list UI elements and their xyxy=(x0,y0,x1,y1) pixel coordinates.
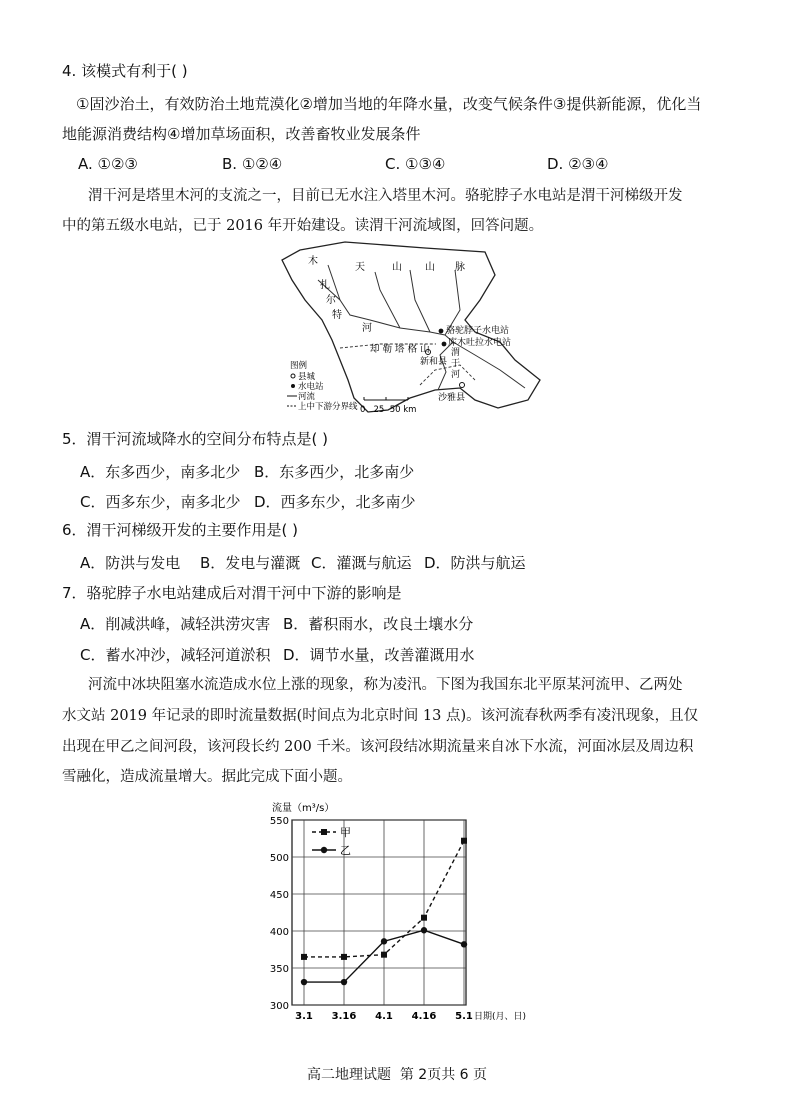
data-point-2 xyxy=(461,941,467,947)
q7-option-b: B．蓄积雨水，改良土壤水分 xyxy=(283,615,474,633)
q4-option-a: A. ①②③ xyxy=(78,155,138,173)
q4-option-b: B. ①②④ xyxy=(222,155,283,173)
q5-option-c: C．西多东少，南多北少 xyxy=(80,493,241,511)
map-label-wei: 渭 xyxy=(451,348,461,358)
map-label-hydro2: 库木吐拉水电站 xyxy=(448,338,512,348)
x-tick-label: 3.1 xyxy=(295,1011,313,1022)
q4-option-d: D. ②③④ xyxy=(547,155,609,173)
map-label-he: 河 xyxy=(362,323,372,334)
q5-option-d: D．西多东少，北多南少 xyxy=(254,493,416,511)
data-point-2 xyxy=(301,979,307,985)
weigan-river-basin-map xyxy=(270,240,550,418)
y-axis-label: 流量（m³/s） xyxy=(272,803,335,814)
x-axis-label: 日期(月、日) xyxy=(474,1012,527,1022)
flow-chart xyxy=(262,795,562,1030)
y-tick-label: 300 xyxy=(269,1001,289,1012)
map-label-te: 特 xyxy=(332,310,342,321)
map-label-hydro1: 骆驼脖子水电站 xyxy=(446,326,510,336)
x-tick-label: 5.1 xyxy=(455,1011,473,1022)
q7-option-c: C．蓄水冲沙，减轻河道淤积 xyxy=(80,646,271,664)
data-point-1 xyxy=(381,952,387,958)
map-label-shan2: 山 xyxy=(425,262,435,273)
q6-option-c: C．灌溉与航运 xyxy=(311,554,412,572)
y-tick-label: 550 xyxy=(269,816,289,827)
y-tick-label: 500 xyxy=(269,853,289,864)
map-label-he2: 河 xyxy=(451,370,461,380)
map-label-zha: 扎 xyxy=(320,280,330,291)
q5-option-b: B．东多西少，北多南少 xyxy=(254,463,415,481)
legend-label-1: 甲 xyxy=(340,826,351,839)
q5-option-a: A．东多西少，南多北少 xyxy=(80,463,241,481)
passage2-line3: 出现在甲乙之间河段，该河段长约 200 千米。该河段结冰期流量来自冰下水流，河面冰层及周边积 xyxy=(62,739,694,755)
y-tick-label: 400 xyxy=(269,927,289,938)
passage2-line2: 水文站 2019 年记录的即时流量数据(时间点为北京时间 13 点)。该河流春秋两季有凌汛现象，且仅 xyxy=(62,708,699,724)
q4-body-line2: 地能源消费结构④增加草场面积，改善畜牧业发展条件 xyxy=(62,125,421,143)
county-shaya xyxy=(460,383,465,388)
q7-stem: 7．骆驼脖子水电站建成后对渭干河中下游的影响是 xyxy=(62,584,402,602)
legend-river: 河流 xyxy=(298,392,316,402)
river-east xyxy=(453,342,525,388)
map-label-er: 尔 xyxy=(326,295,336,306)
q5-stem: 5．渭干河流域降水的空间分布特点是( ) xyxy=(62,430,329,448)
q6-option-a: A．防洪与发电 xyxy=(80,554,181,572)
map-label-shan: 山 xyxy=(392,262,402,273)
map-label-range2: 却 勒 塔 格 山 xyxy=(370,344,430,355)
legend-marker-2 xyxy=(321,847,327,853)
legend-station: 水电站 xyxy=(298,382,324,392)
q6-option-d: D．防洪与航运 xyxy=(424,554,526,572)
map-label-mai: 脉 xyxy=(455,262,465,273)
y-tick-label: 350 xyxy=(269,964,289,975)
data-point-2 xyxy=(381,938,387,944)
map-label-tian: 天 xyxy=(355,262,365,273)
x-tick-label: 3.16 xyxy=(331,1011,357,1022)
q7-option-d: D．调节水量，改善灌溉用水 xyxy=(283,646,475,664)
passage2-line4: 雪融化，造成流量增大。据此完成下面小题。 xyxy=(62,769,352,785)
data-point-2 xyxy=(421,927,427,933)
river-trib2 xyxy=(410,270,430,332)
q4-stem: 4. 该模式有利于( ) xyxy=(62,62,188,80)
page-footer: 高二地理试题 第 2页共 6 页 xyxy=(306,1067,488,1083)
data-point-1 xyxy=(301,954,307,960)
q4-body-line1: ①固沙治土，有效防治土地荒漠化②增加当地的年降水量，改变气候条件③提供新能源，优化当 xyxy=(76,95,702,113)
map-label-xinhe: 新和县 xyxy=(420,357,448,367)
hydro-station-luotuobozi xyxy=(439,329,444,334)
boundary-line2 xyxy=(420,365,475,385)
hydro-station-kumutula xyxy=(442,342,447,347)
data-point-1 xyxy=(341,954,347,960)
map-scale: 0 25 50 km xyxy=(360,405,417,415)
x-tick-label: 4.16 xyxy=(411,1011,437,1022)
passage2-line1: 河流中冰块阻塞水流造成水位上涨的现象，称为凌汛。下图为我国东北平原某河流甲、乙两处 xyxy=(88,677,683,693)
legend-title: 图例 xyxy=(290,361,308,371)
data-point-1 xyxy=(421,915,427,921)
y-tick-label: 450 xyxy=(269,890,289,901)
legend-boundary: 上中下游分界线 xyxy=(298,402,358,412)
river-trib1 xyxy=(375,272,400,328)
passage1-line2: 中的第五级水电站，已于 2016 年开始建设。读渭干河流域图，回答问题。 xyxy=(62,218,544,234)
data-point-2 xyxy=(341,979,347,985)
x-tick-label: 4.1 xyxy=(375,1011,393,1022)
map-label-gan: 干 xyxy=(451,359,461,369)
q6-stem: 6．渭干河梯级开发的主要作用是( ) xyxy=(62,521,299,539)
map-label-mu: 木 xyxy=(308,256,318,267)
q4-option-c: C. ①③④ xyxy=(385,155,446,173)
passage1-line1: 渭干河是塔里木河的支流之一，目前已无水注入塔里木河。骆驼脖子水电站是渭干河梯级开发 xyxy=(88,188,683,204)
q6-option-b: B．发电与灌溉 xyxy=(200,554,301,572)
q7-option-a: A．削减洪峰，减轻洪涝灾害 xyxy=(80,615,271,633)
data-point-1 xyxy=(461,838,467,844)
map-label-shaya: 沙雅县 xyxy=(438,393,466,403)
legend-label-2: 乙 xyxy=(340,844,351,857)
legend-marker-1 xyxy=(321,829,327,835)
legend-county: 县城 xyxy=(298,372,316,382)
plot-frame xyxy=(292,820,466,1005)
